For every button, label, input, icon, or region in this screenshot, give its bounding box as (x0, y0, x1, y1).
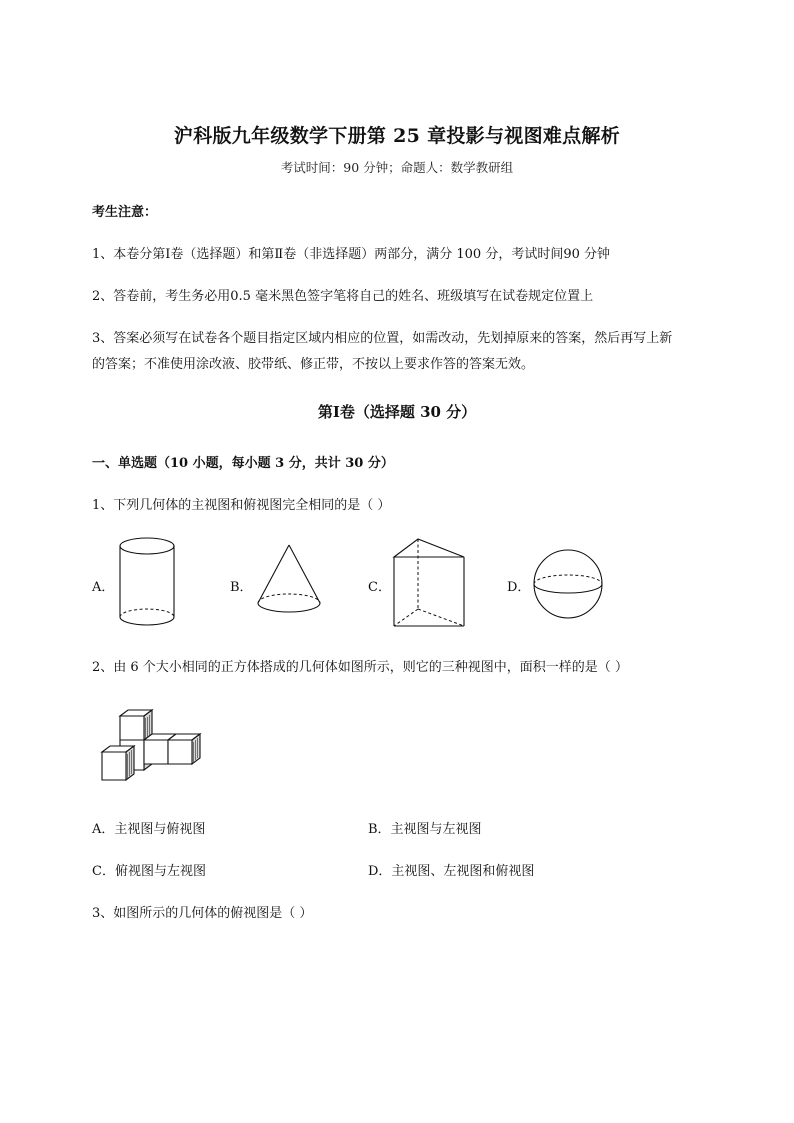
notice-item: 3、答案必须写在试卷各个题目指定区域内相应的位置，如需改动，先划掉原来的答案，然后再写上新 (92, 331, 673, 346)
exam-info: 考试时间：90 分钟；命题人：数学教研组 (280, 160, 514, 175)
notice-item: 2、答卷前，考生务必用0.5 毫米黑色签字笔将自己的姓名、班级填写在试卷规定位置上 (92, 289, 594, 304)
section-title: 第Ⅰ卷（选择题 30 分） (317, 403, 477, 421)
q1-option-b-label: B． (230, 580, 253, 595)
notice-item: 1、本卷分第Ⅰ卷（选择题）和第Ⅱ卷（非选择题）两部分，满分 100 分，考试时间90 分钟 (92, 247, 610, 262)
q2-option-b: B．主视图与左视图 (368, 822, 482, 837)
q1-option-d-label: D． (507, 580, 531, 595)
part-heading: 一、单选题（10 小题，每小题 3 分，共计 30 分） (92, 456, 394, 471)
cube-stack-figure (100, 708, 204, 784)
notice-item-continued: 的答案；不准使用涂改液、胶带纸、修正带，不按以上要求作答的答案无效。 (92, 357, 535, 372)
cone-icon (256, 543, 322, 615)
q2-option-d: D．主视图、左视图和俯视图 (368, 864, 535, 879)
question-1-stem: 1、下列几何体的主视图和俯视图完全相同的是（ ） (92, 498, 391, 513)
question-3-stem: 3、如图所示的几何体的俯视图是（ ） (92, 906, 313, 921)
notice-heading: 考生注意： (92, 205, 158, 220)
sphere-icon (532, 548, 604, 620)
triangular-prism-icon (392, 537, 466, 629)
question-2-stem: 2、由 6 个大小相同的正方体搭成的几何体如图所示，则它的三种视图中，面积一样的是（ ） (92, 660, 628, 675)
q2-option-a: A．主视图与俯视图 (92, 822, 206, 837)
page-title: 沪科版九年级数学下册第 25 章投影与视图难点解析 (173, 125, 621, 147)
q1-option-c-label: C． (368, 580, 391, 595)
q1-option-a-label: A． (92, 580, 115, 595)
q2-option-c: C．俯视图与左视图 (92, 864, 206, 879)
cylinder-icon (117, 536, 177, 628)
